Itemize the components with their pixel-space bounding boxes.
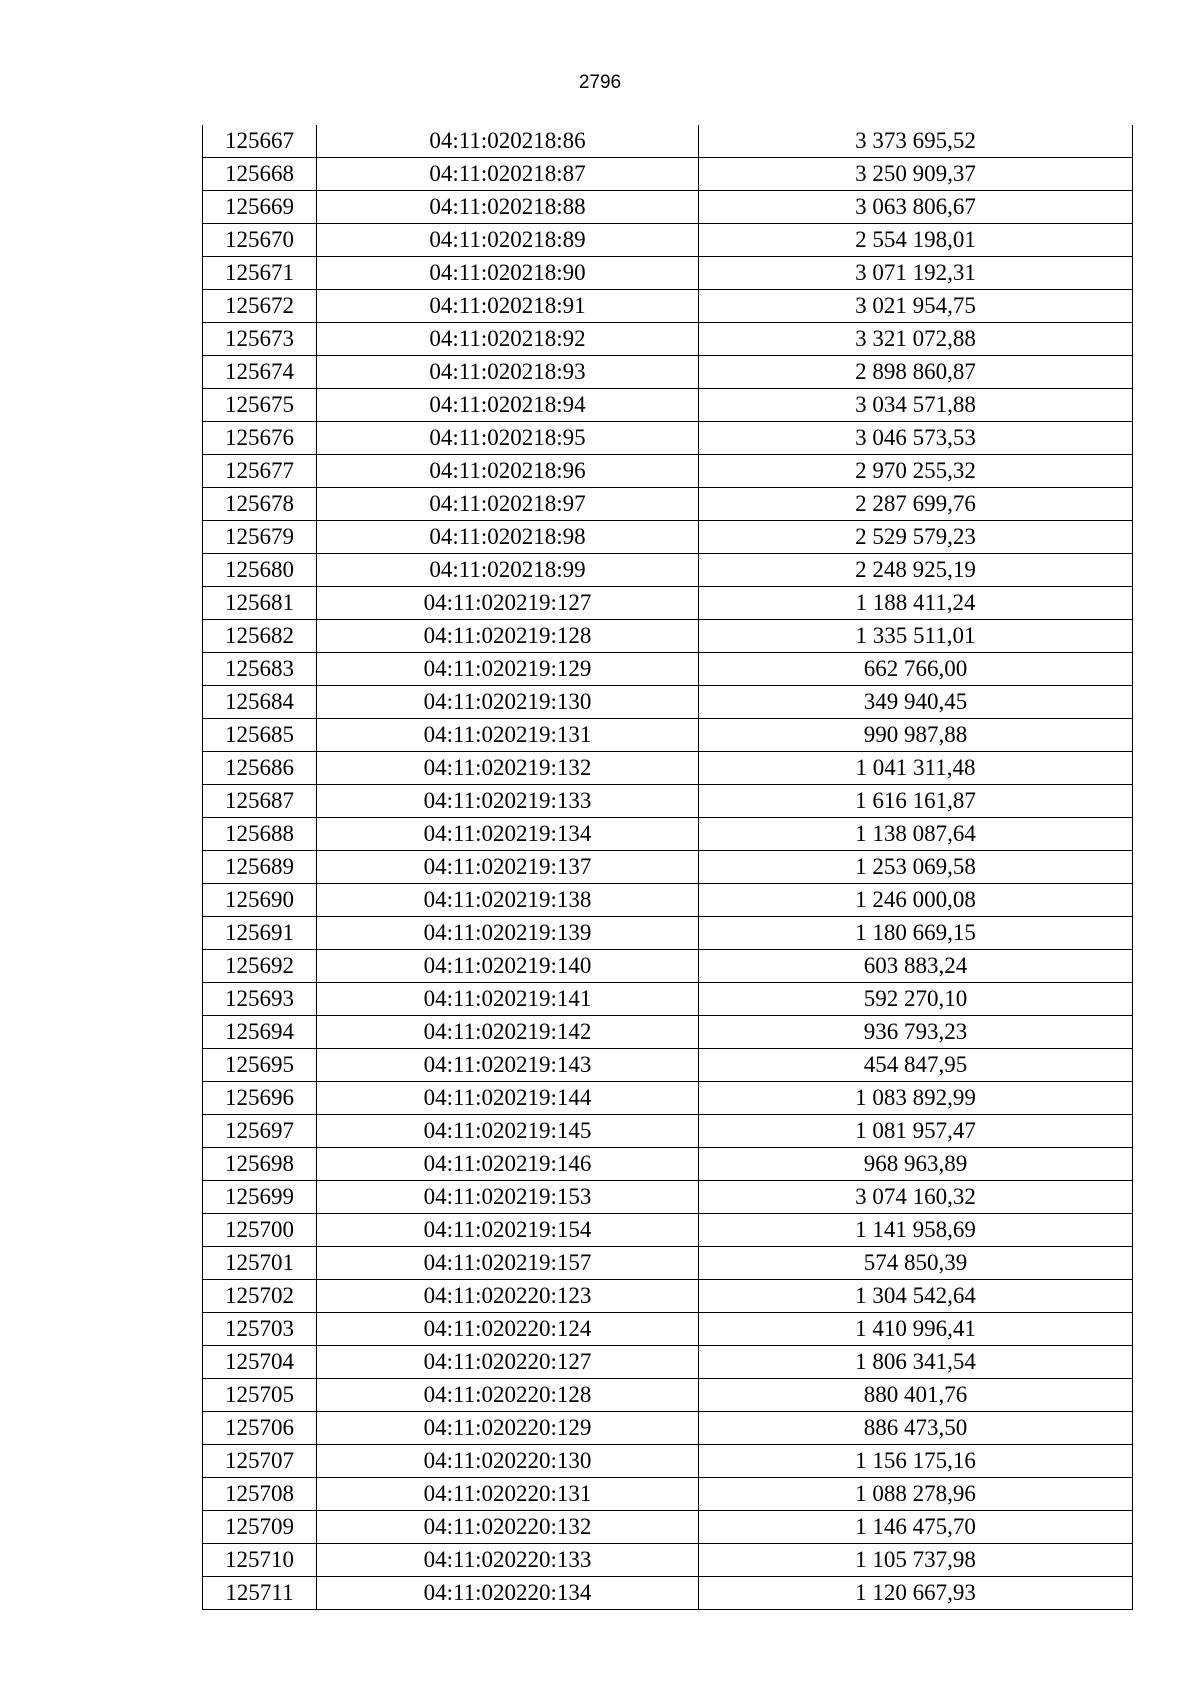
table-row [203, 1181, 1133, 1214]
table-row [203, 422, 1133, 455]
cadastral-value-cell: 3 074 160,32 [699, 1181, 1133, 1214]
row-number-cell: 125671 [203, 257, 317, 290]
table-row [203, 1280, 1133, 1313]
table-row [203, 653, 1133, 686]
cadastral-number-cell: 04:11:020220:130 [317, 1445, 699, 1478]
cadastral-value-cell: 2 287 699,76 [699, 488, 1133, 521]
table-row [203, 851, 1133, 884]
table-row [203, 356, 1133, 389]
cadastral-number-cell: 04:11:020220:134 [317, 1577, 699, 1610]
table-row [203, 1544, 1133, 1577]
cadastral-number-cell: 04:11:020219:141 [317, 983, 699, 1016]
row-number-cell: 125678 [203, 488, 317, 521]
table-row [203, 224, 1133, 257]
table-row [203, 257, 1133, 290]
cadastral-number-cell: 04:11:020218:94 [317, 389, 699, 422]
cadastral-value-cell: 603 883,24 [699, 950, 1133, 983]
cadastral-number-cell: 04:11:020218:87 [317, 158, 699, 191]
table-row [203, 917, 1133, 950]
cadastral-value-cell: 2 554 198,01 [699, 224, 1133, 257]
table-row [203, 686, 1133, 719]
table-row [203, 323, 1133, 356]
row-number-cell: 125670 [203, 224, 317, 257]
page-number: 2796 [578, 72, 622, 93]
cadastral-number-cell: 04:11:020219:145 [317, 1115, 699, 1148]
cadastral-number-cell: 04:11:020219:142 [317, 1016, 699, 1049]
cadastral-number-cell: 04:11:020219:143 [317, 1049, 699, 1082]
cadastral-value-cell: 1 335 511,01 [699, 620, 1133, 653]
cadastral-number-cell: 04:11:020219:133 [317, 785, 699, 818]
table-row [203, 488, 1133, 521]
cadastral-number-cell: 04:11:020219:144 [317, 1082, 699, 1115]
row-number-cell: 125705 [203, 1379, 317, 1412]
cadastral-number-cell: 04:11:020219:137 [317, 851, 699, 884]
row-number-cell: 125674 [203, 356, 317, 389]
cadastral-value-cell: 3 046 573,53 [699, 422, 1133, 455]
table-row [203, 1049, 1133, 1082]
row-number-cell: 125701 [203, 1247, 317, 1280]
cadastral-number-cell: 04:11:020220:124 [317, 1313, 699, 1346]
cadastral-value-cell: 3 034 571,88 [699, 389, 1133, 422]
cadastral-number-cell: 04:11:020218:96 [317, 455, 699, 488]
row-number-cell: 125711 [203, 1577, 317, 1610]
table-row [203, 719, 1133, 752]
table-row [203, 620, 1133, 653]
cadastral-number-cell: 04:11:020219:130 [317, 686, 699, 719]
row-number-cell: 125707 [203, 1445, 317, 1478]
cadastral-value-cell: 1 156 175,16 [699, 1445, 1133, 1478]
table-row [203, 1577, 1133, 1610]
cadastral-number-cell: 04:11:020219:131 [317, 719, 699, 752]
row-number-cell: 125675 [203, 389, 317, 422]
cadastral-number-cell: 04:11:020219:154 [317, 1214, 699, 1247]
row-number-cell: 125710 [203, 1544, 317, 1577]
cadastral-value-cell: 592 270,10 [699, 983, 1133, 1016]
row-number-cell: 125685 [203, 719, 317, 752]
table-row [203, 1148, 1133, 1181]
cadastral-value-cell: 1 246 000,08 [699, 884, 1133, 917]
cadastral-value-cell: 574 850,39 [699, 1247, 1133, 1280]
table-row [203, 554, 1133, 587]
cadastral-number-cell: 04:11:020218:95 [317, 422, 699, 455]
row-number-cell: 125682 [203, 620, 317, 653]
cadastral-value-cell: 880 401,76 [699, 1379, 1133, 1412]
table-row [203, 1511, 1133, 1544]
row-number-cell: 125706 [203, 1412, 317, 1445]
row-number-cell: 125698 [203, 1148, 317, 1181]
table-row [203, 785, 1133, 818]
table-row [203, 752, 1133, 785]
row-number-cell: 125673 [203, 323, 317, 356]
table-row [203, 1445, 1133, 1478]
cadastral-value-cell: 1 146 475,70 [699, 1511, 1133, 1544]
cadastral-number-cell: 04:11:020220:127 [317, 1346, 699, 1379]
table-row [203, 983, 1133, 1016]
cadastral-value-cell: 1 105 737,98 [699, 1544, 1133, 1577]
row-number-cell: 125700 [203, 1214, 317, 1247]
table-row [203, 818, 1133, 851]
cadastral-value-cell: 3 021 954,75 [699, 290, 1133, 323]
row-number-cell: 125702 [203, 1280, 317, 1313]
cadastral-value-cell: 1 253 069,58 [699, 851, 1133, 884]
cadastral-number-cell: 04:11:020218:90 [317, 257, 699, 290]
table-row [203, 1016, 1133, 1049]
table-row [203, 1313, 1133, 1346]
table-row [203, 290, 1133, 323]
row-number-cell: 125676 [203, 422, 317, 455]
row-number-cell: 125686 [203, 752, 317, 785]
row-number-cell: 125677 [203, 455, 317, 488]
cadastral-number-cell: 04:11:020220:129 [317, 1412, 699, 1445]
cadastral-value-cell: 1 180 669,15 [699, 917, 1133, 950]
cadastral-number-cell: 04:11:020219:132 [317, 752, 699, 785]
cadastral-number-cell: 04:11:020220:131 [317, 1478, 699, 1511]
cadastral-number-cell: 04:11:020219:138 [317, 884, 699, 917]
cadastral-number-cell: 04:11:020218:91 [317, 290, 699, 323]
cadastral-value-cell: 1 616 161,87 [699, 785, 1133, 818]
table-row [203, 1214, 1133, 1247]
cadastral-value-cell: 936 793,23 [699, 1016, 1133, 1049]
cadastral-number-cell: 04:11:020220:132 [317, 1511, 699, 1544]
cadastral-number-cell: 04:11:020219:146 [317, 1148, 699, 1181]
cadastral-number-cell: 04:11:020218:92 [317, 323, 699, 356]
row-number-cell: 125679 [203, 521, 317, 554]
cadastral-number-cell: 04:11:020218:89 [317, 224, 699, 257]
cadastral-number-cell: 04:11:020218:88 [317, 191, 699, 224]
cadastral-value-cell: 2 970 255,32 [699, 455, 1133, 488]
table-body [203, 125, 1133, 1610]
cadastral-value-cell: 1 188 411,24 [699, 587, 1133, 620]
cadastral-value-cell: 1 410 996,41 [699, 1313, 1133, 1346]
row-number-cell: 125690 [203, 884, 317, 917]
row-number-cell: 125684 [203, 686, 317, 719]
cadastral-number-cell: 04:11:020219:139 [317, 917, 699, 950]
table-row [203, 1082, 1133, 1115]
row-number-cell: 125680 [203, 554, 317, 587]
row-number-cell: 125693 [203, 983, 317, 1016]
cadastral-number-cell: 04:11:020220:133 [317, 1544, 699, 1577]
row-number-cell: 125683 [203, 653, 317, 686]
cadastral-value-table [202, 125, 1133, 1610]
row-number-cell: 125672 [203, 290, 317, 323]
cadastral-value-cell: 662 766,00 [699, 653, 1133, 686]
table-row [203, 1346, 1133, 1379]
row-number-cell: 125695 [203, 1049, 317, 1082]
cadastral-value-cell: 1 083 892,99 [699, 1082, 1133, 1115]
cadastral-value-cell: 3 373 695,52 [699, 125, 1133, 158]
row-number-cell: 125687 [203, 785, 317, 818]
cadastral-value-cell: 1 806 341,54 [699, 1346, 1133, 1379]
cadastral-value-cell: 2 248 925,19 [699, 554, 1133, 587]
cadastral-value-cell: 886 473,50 [699, 1412, 1133, 1445]
row-number-cell: 125708 [203, 1478, 317, 1511]
table-row [203, 1247, 1133, 1280]
table-row [203, 950, 1133, 983]
cadastral-value-cell: 3 071 192,31 [699, 257, 1133, 290]
table-row [203, 521, 1133, 554]
table-row [203, 191, 1133, 224]
table-row [203, 389, 1133, 422]
row-number-cell: 125703 [203, 1313, 317, 1346]
cadastral-number-cell: 04:11:020218:97 [317, 488, 699, 521]
cadastral-value-cell: 3 250 909,37 [699, 158, 1133, 191]
table-row [203, 587, 1133, 620]
row-number-cell: 125669 [203, 191, 317, 224]
cadastral-number-cell: 04:11:020219:128 [317, 620, 699, 653]
table-row [203, 158, 1133, 191]
table-row [203, 125, 1133, 158]
cadastral-value-cell: 1 088 278,96 [699, 1478, 1133, 1511]
cadastral-value-cell: 1 120 667,93 [699, 1577, 1133, 1610]
cadastral-value-cell: 990 987,88 [699, 719, 1133, 752]
row-number-cell: 125696 [203, 1082, 317, 1115]
table-row [203, 1478, 1133, 1511]
cadastral-number-cell: 04:11:020219:157 [317, 1247, 699, 1280]
cadastral-number-cell: 04:11:020220:128 [317, 1379, 699, 1412]
table-row [203, 1115, 1133, 1148]
cadastral-value-cell: 2 898 860,87 [699, 356, 1133, 389]
row-number-cell: 125691 [203, 917, 317, 950]
cadastral-value-cell: 1 081 957,47 [699, 1115, 1133, 1148]
row-number-cell: 125692 [203, 950, 317, 983]
row-number-cell: 125709 [203, 1511, 317, 1544]
cadastral-value-cell: 349 940,45 [699, 686, 1133, 719]
cadastral-value-cell: 2 529 579,23 [699, 521, 1133, 554]
table-row [203, 884, 1133, 917]
cadastral-value-cell: 3 321 072,88 [699, 323, 1133, 356]
cadastral-value-cell: 1 041 311,48 [699, 752, 1133, 785]
cadastral-number-cell: 04:11:020219:129 [317, 653, 699, 686]
cadastral-number-cell: 04:11:020219:134 [317, 818, 699, 851]
cadastral-number-cell: 04:11:020218:93 [317, 356, 699, 389]
cadastral-value-cell: 1 304 542,64 [699, 1280, 1133, 1313]
row-number-cell: 125699 [203, 1181, 317, 1214]
cadastral-number-cell: 04:11:020218:86 [317, 125, 699, 158]
row-number-cell: 125681 [203, 587, 317, 620]
cadastral-value-cell: 3 063 806,67 [699, 191, 1133, 224]
cadastral-value-cell: 968 963,89 [699, 1148, 1133, 1181]
row-number-cell: 125668 [203, 158, 317, 191]
row-number-cell: 125697 [203, 1115, 317, 1148]
cadastral-number-cell: 04:11:020219:140 [317, 950, 699, 983]
cadastral-number-cell: 04:11:020220:123 [317, 1280, 699, 1313]
row-number-cell: 125688 [203, 818, 317, 851]
table-row [203, 1379, 1133, 1412]
row-number-cell: 125667 [203, 125, 317, 158]
cadastral-value-cell: 454 847,95 [699, 1049, 1133, 1082]
cadastral-number-cell: 04:11:020218:98 [317, 521, 699, 554]
row-number-cell: 125694 [203, 1016, 317, 1049]
table-row [203, 1412, 1133, 1445]
row-number-cell: 125689 [203, 851, 317, 884]
cadastral-value-cell: 1 138 087,64 [699, 818, 1133, 851]
table-row [203, 455, 1133, 488]
cadastral-number-cell: 04:11:020219:127 [317, 587, 699, 620]
cadastral-value-cell: 1 141 958,69 [699, 1214, 1133, 1247]
row-number-cell: 125704 [203, 1346, 317, 1379]
cadastral-number-cell: 04:11:020218:99 [317, 554, 699, 587]
cadastral-number-cell: 04:11:020219:153 [317, 1181, 699, 1214]
